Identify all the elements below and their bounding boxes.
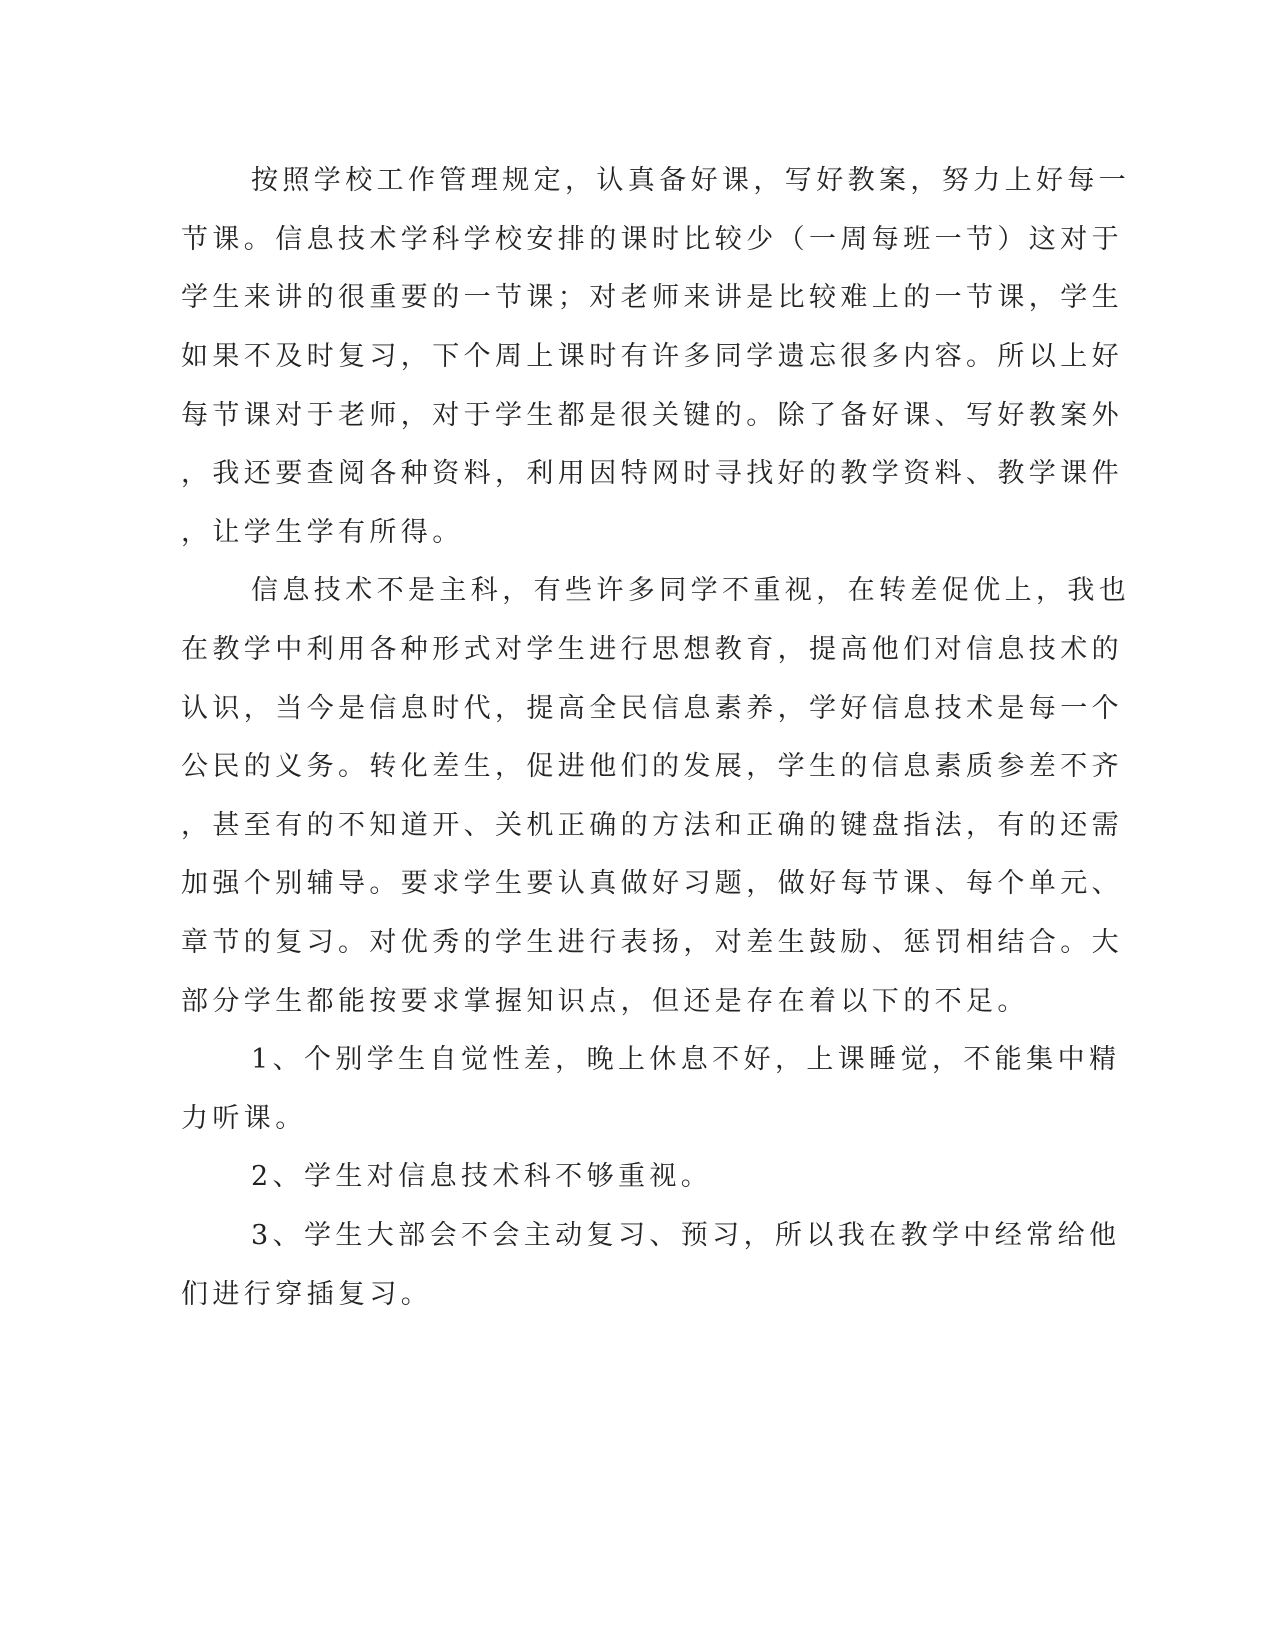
paragraph-2-line-7: 章节的复习。对优秀的学生进行表扬，对差生鼓励、惩罚相结合。大	[181, 927, 1123, 958]
paragraph-1-line-7: ，让学生学有所得。	[181, 517, 464, 548]
paragraph-2-line-1: 信息技术不是主科，有些许多同学不重视，在转差促优上，我也	[251, 575, 1131, 606]
list-item-2: 2、学生对信息技术科不够重视。	[251, 1161, 713, 1192]
list-item-1-line-2: 力听课。	[181, 1103, 307, 1134]
paragraph-1-line-5: 每节课对于老师，对于学生都是很关键的。除了备好课、写好教案外	[181, 400, 1123, 431]
paragraph-1-line-1: 按照学校工作管理规定，认真备好课，写好教案，努力上好每一	[251, 165, 1131, 196]
paragraph-2-line-6: 加强个别辅导。要求学生要认真做好习题，做好每节课、每个单元、	[181, 868, 1123, 899]
paragraph-2-line-2: 在教学中利用各种形式对学生进行思想教育，提高他们对信息技术的	[181, 634, 1123, 665]
list-item-3-line-1: 3、学生大部会不会主动复习、预习，所以我在教学中经常给他	[251, 1220, 1121, 1251]
list-item-3-line-2: 们进行穿插复习。	[181, 1279, 433, 1310]
paragraph-1-line-3: 学生来讲的很重要的一节课；对老师来讲是比较难上的一节课，学生	[181, 282, 1123, 313]
paragraph-2-line-5: ，甚至有的不知道开、关机正确的方法和正确的键盘指法，有的还需	[181, 810, 1123, 841]
list-item-1-line-1: 1、个别学生自觉性差，晚上休息不好，上课睡觉，不能集中精	[251, 1044, 1121, 1075]
paragraph-1-line-6: ，我还要查阅各种资料，利用因特网时寻找好的教学资料、教学课件	[181, 458, 1123, 489]
paragraph-1-line-4: 如果不及时复习，下个周上课时有许多同学遗忘很多内容。所以上好	[181, 341, 1123, 372]
paragraph-2-line-3: 认识，当今是信息时代，提高全民信息素养，学好信息技术是每一个	[181, 693, 1123, 724]
paragraph-2-line-8: 部分学生都能按要求掌握知识点，但还是存在着以下的不足。	[181, 986, 1029, 1017]
paragraph-2-line-4: 公民的义务。转化差生，促进他们的发展，学生的信息素质参差不齐	[181, 751, 1123, 782]
paragraph-1-line-2: 节课。信息技术学科学校安排的课时比较少（一周每班一节）这对于	[181, 224, 1123, 255]
